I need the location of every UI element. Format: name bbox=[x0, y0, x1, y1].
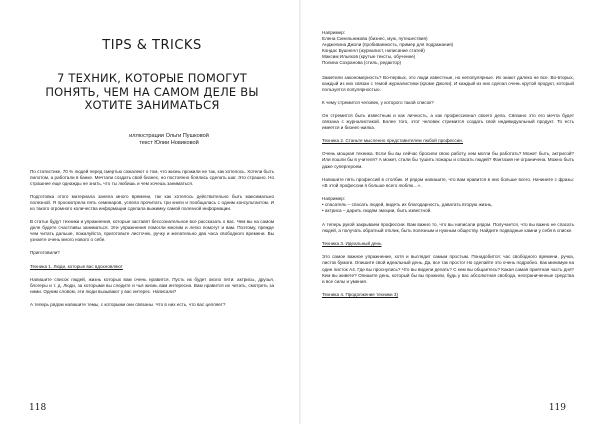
section-heading-3: Техника 3. Идеальный день bbox=[322, 241, 382, 247]
example-list bbox=[322, 36, 574, 66]
body-paragraph: Заметили закономерность? Во-первых, это люди известные, но непопулярные. Их знают далеко не все. Во-вторых, каждый из них связан с темой журналистики (кроме Джоли). И каждый из них сделал очень крутой продукт, который пользуется популярностью. bbox=[322, 74, 574, 92]
article-headline: 7 ТЕХНИК, КОТОРЫЕ ПОМОГУТ ПОНЯТЬ, ЧЕМ НА САМОМ ДЕЛЕ ВЫ ХОТИТЕ ЗАНИМАТЬСЯ bbox=[45, 71, 259, 112]
body-paragraph: В статье будут техники и упражнения, которые заставят бессознательное все рассказать о вас. Чем вы на самом деле будете счастливы заниматься. Эти упражнения помогли многим и легко помогут и вам. Поэтому, прежде чем читать дальше, пожалуйста, приготовьте листочек, ручку и желательно два часа свободного времени. Вы узнаете очень много нового о себе. bbox=[30, 219, 274, 243]
example-label: Например: bbox=[322, 195, 346, 201]
section-heading-1: Техника 1. Люди, которые вас вдохновляют bbox=[30, 263, 123, 269]
list-item: Кондас Бушнелл (журналист, написание статей) bbox=[322, 48, 425, 54]
body-paragraph: Это самое важное упражнение, хотя и выглядит самым простым. Понадобится: час свободного времени, ручка, листок бумаги. Опишите свой идеальный день. Да, все так просто! Но сделайте это очень подробно. Как минимум на один листок А4. Где вы проснулись? Что вы видели делать? С кем вы общаетесь? Какая самая приятная часть дня? Кем вы живете? Опишите день, который бы вы прожили, будь у вас абсолютная свобода, неограниченные средства и все силы и умения. bbox=[322, 254, 574, 284]
example-list-2 bbox=[322, 202, 574, 214]
list-item: • спасатель – спасать людей, видеть их благодарность, даватать вторую жизнь, bbox=[322, 201, 493, 207]
body-paragraph: Напишите список людей, жизнь которых вам очень нравится. Пусть их будет около пяти: актрисы, друзья, блогеры и т. д. Люди, за которыми вы следите и чья жизнь вам интересна. Вам нравится их читать, смотреть за ними. Одним словом, эти люди вызывают у вас интерес. Написали? bbox=[30, 276, 274, 294]
body-paragraph: Он стремится быть известным и как личность, а как профессионал своего дела. Связано это его мечта будет связана с журналистикой. Более того, этот человек стремится создать свой индивидуальный продукт. То есть имеется и бизнес-жилка. bbox=[322, 112, 574, 131]
body-paragraph: По статистике, 70 % людей перед смертью сожалеют о том, что жизнь прожили не так, как хотелось. Хотели быть пилотом, а работали в банке. Мечтали создать свой бизнес, но постоянно боялись сделать шаг. Это страшно. Но страшнее еще однажды не знать, что ты любишь и чем хочешь заниматься. bbox=[30, 168, 274, 186]
list-item: Максим Ильяхов (крутые тексты, обучение) bbox=[322, 54, 416, 60]
list-item: Полина Сохранова (стиль, редактор) bbox=[322, 60, 402, 66]
page-number-right: 119 bbox=[548, 402, 566, 413]
body-paragraph: Очень мощная техника. Если бы вы сейчас бросили свою работу, кем могли бы работать? Может быть, актрисой? Или пошли бы в учителя? А может, стали бы тушить пожары и спасать людей? Фантазия не ограничена. Можно быть даже супергероем. bbox=[322, 151, 574, 169]
credit-illustrations: иллюстрации Ольги Пушковой bbox=[129, 132, 209, 139]
list-item: Елена Синельникова (бизнес, муж, путешествия) bbox=[322, 36, 428, 42]
right-page bbox=[300, 0, 600, 424]
section-heading-2: Техника 2. Станьте мысленно представителем любой профессии. bbox=[322, 138, 464, 144]
body-paragraph: К чему стремится человек, у которого такой список? bbox=[322, 99, 434, 105]
body-paragraph: Напишите пять профессий в столбик. И рядом напишите, что вам нравится в них больше всего. Начините с фразы: «В этой профессии я больше всего люблю…». bbox=[322, 176, 574, 188]
section-heading-4: Техника 4. Продолжение техники 3) bbox=[322, 291, 398, 297]
body-paragraph: А теперь рукой закрываем профессии. Вам важно то, что вы написали рядом. Получается, что вы важно не спасать людей, а получать обратный отклик, быть полезным и нужным обществу. Найдите подводные камни у себя в списке. bbox=[322, 222, 574, 234]
series-title: TIPS & TRICKS bbox=[102, 38, 202, 53]
body-paragraph: А теперь рядом напишите темы, с которыми они связаны. Что в них есть, что вас цепляет? bbox=[30, 301, 226, 307]
body-paragraph: Подготовка этого материала заняла много времени, так как хотелось действительно быть максимально полезной. Я просмотрела пять семинаров, успела прочитать три книги и пообщалась с одним консультантом. И из такого огромного количества информации сделала выжимку самой полезной информации. bbox=[30, 193, 274, 211]
list-item: Анджелина Джоли (пробиваемость, пример для подражания) bbox=[322, 42, 454, 48]
credits bbox=[30, 133, 274, 147]
list-item: • актриса – дарить людям эмоции, быть известной. bbox=[322, 207, 432, 213]
body-paragraph: Приготовили? bbox=[30, 250, 60, 256]
example-label: Например: bbox=[322, 30, 346, 35]
credit-text: текст Юлии Новиковой bbox=[139, 139, 199, 146]
page-number-left: 118 bbox=[29, 402, 47, 413]
